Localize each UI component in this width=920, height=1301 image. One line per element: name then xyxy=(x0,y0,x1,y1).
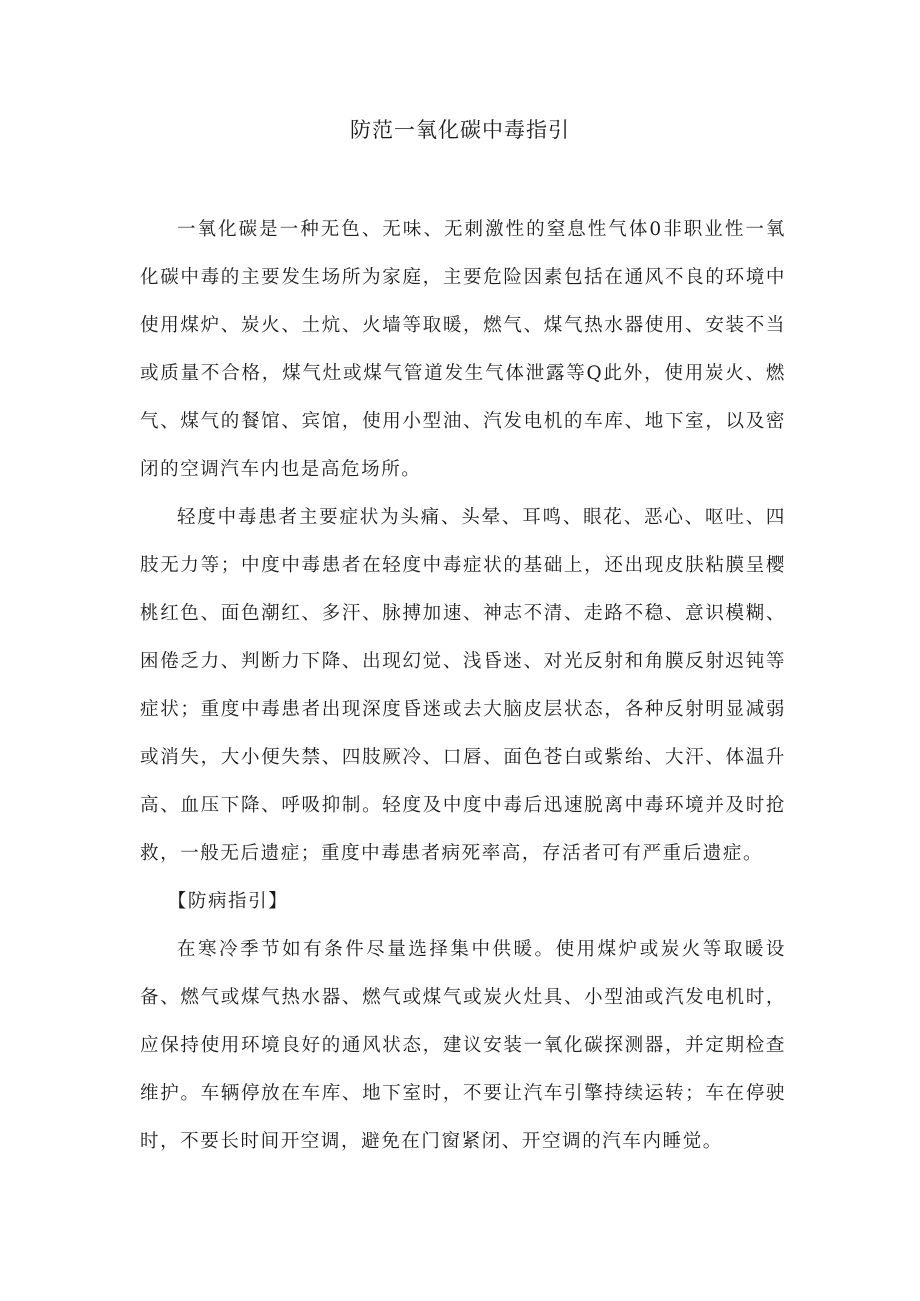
document-title: 防范一氧化碳中毒指引 xyxy=(350,118,570,142)
paragraph-prevention: 在寒冷季节如有条件尽量选择集中供暖。使用煤炉或炭火等取暖设备、燃气或煤气热水器、燃气或煤气或炭火灶具、小型油或汽发电机时，应保持使用环境良好的通风状态，建议安装一氧化碳探测器，并定期检查维护。车辆停放在车库、地下室时，不要让汽车引擎持续运转；车在停驶时，不要长时间开空调，避免在门窗紧闭、开空调的汽车内睡觉。 xyxy=(140,939,786,1152)
paragraph-introduction: 一氧化碳是一种无色、无味、无刺激性的窒息性气体0非职业性一氧化碳中毒的主要发生场所为家庭，主要危险因素包括在通风不良的环境中使用煤炉、炭火、土炕、火墙等取暖，燃气、煤气热水器使用、安装不当或质量不合格，煤气灶或煤气管道发生气体泄露等Q此外，使用炭火、燃气、煤气的餐馆、宾馆，使用小型油、汽发电机的车库、地下室，以及密闭的空调汽车内也是高危场所。 xyxy=(140,219,786,480)
section-heading-prevention: 【防病指引】 xyxy=(167,891,289,912)
document-body xyxy=(140,206,786,1166)
paragraph-symptoms: 轻度中毒患者主要症状为头痛、头晕、耳鸣、眼花、恶心、呕吐、四肢无力等；中度中毒患者在轻度中毒症状的基础上，还出现皮肤粘膜呈樱桃红色、面色潮红、多汗、脉搏加速、神志不清、走路不稳、意识模糊、困倦乏力、判断力下降、出现幻觉、浅昏迷、对光反射和角膜反射迟钝等症状；重度中毒患者出现深度昏迷或去大脑皮层状态，各种反射明显减弱或消失，大小便失禁、四肢厥冷、口唇、面色苍白或紫绐、大汗、体温升高、血压下降、呼吸抑制。轻度及中度中毒后迅速脱离中毒环境并及时抢救，一般无后遗症；重度中毒患者病死率高，存活者可有严重后遗症。 xyxy=(140,507,786,864)
